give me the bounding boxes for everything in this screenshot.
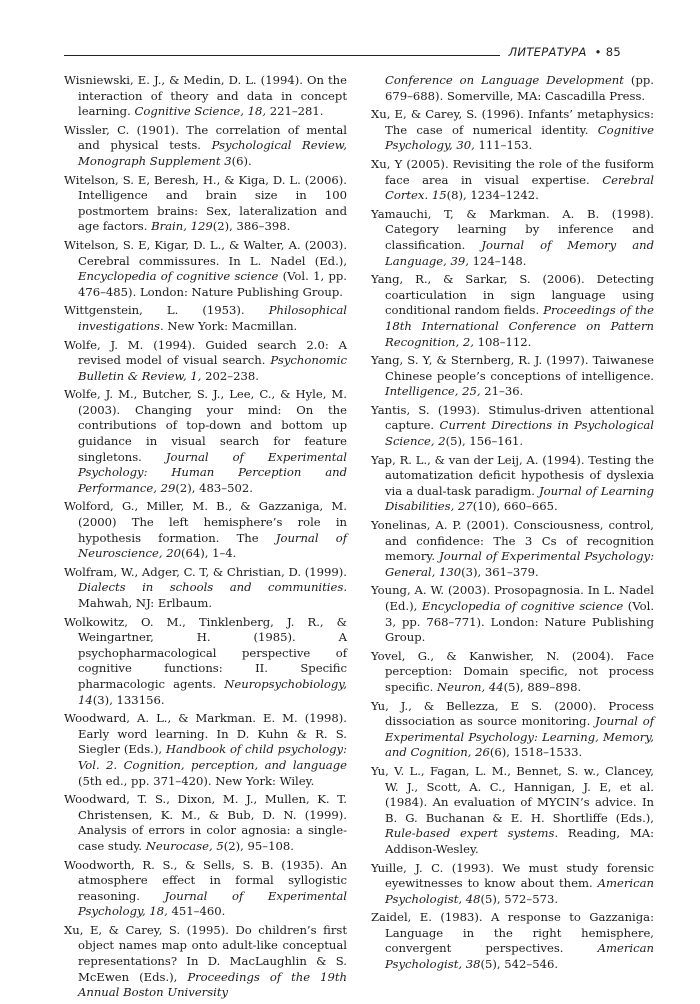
reference-source: Brain, 129 [151,219,213,234]
reference-details: (8), 1234–1242. [446,188,539,203]
reference-entry [64,73,347,120]
reference-source: Journal of Experimental Psychology: Learning, Memory, and Cognition, 26 [385,714,654,760]
reference-details: (6), 1518–1533. [489,745,583,760]
reference-entry [371,207,654,269]
reference-entry [371,272,654,350]
reference-source: American Psychologist, 38 [385,941,654,972]
reference-text: Zaidel, E. (1983). A response to Gazzaniga: Language in the right hemisphere, convergent perspectives. [371,910,654,956]
reference-entry [64,387,347,496]
reference-details: (5), 572–573. [480,891,559,906]
reference-entry [371,353,654,400]
reference-source: Encyclopedia of cognitive science [78,269,279,284]
reference-source: Neurocase, 5 [145,838,224,853]
reference-entry [371,910,654,972]
reference-text: Yu, V. L., Fagan, L. M., Bennet, S. w., Clancey, W. J., Scott, A. C., Hannigan, J. E, et al. (1984). An evaluation of MYCIN’s advice. In B. G. Buchanan & E. H. Shortliffe (Eds.), [371,763,654,825]
reference-text: Wolkowitz, O. M., Tinklenberg, J. R., & Weingartner, H. (1985). A psychopharmacological perspective of cognitive functions: II. Specific pharmacologic agents. [64,614,347,691]
reference-text: Young, A. W. (2003). Prosopagnosia. In L. Nadel (Ed.), [371,583,654,613]
reference-entry [64,238,347,300]
reference-text: Yamauchi, T, & Markman. A. B. (1998). Category learning by inference and classification. [371,206,654,252]
reference-entry [371,107,654,154]
reference-text: Woodworth, R. S., & Sells, S. B. (1935). An atmosphere effect in formal syllogistic reasoning. [64,857,347,903]
reference-entry [64,338,347,385]
reference-text: Yu, J., & Bellezza, E S. (2000). Process dissociation as source monitoring. [371,698,654,729]
reference-entry [64,858,347,920]
reference-details: (5th ed., pp. 371–420). New York: Wiley. [78,773,315,788]
reference-text: Yantis, S. (1993). Stimulus-driven attentional capture. [371,402,654,433]
reference-entry [64,792,347,854]
reference-entry [64,303,347,334]
reference-text: Woodward, T. S., Dixon, M. J., Mullen, K. T. Christensen, K. M., & Bub, D. N. (1999). Analysis of errors in color agnosia: a single-case study. [64,792,347,853]
reference-source: Neuron, 44 [437,679,504,694]
reference-details: 451–460. [167,904,226,919]
reference-text: Witelson, S. E, Beresh, H., & Kiga, D. L. (2006). Intelligence and brain size in 100 postmortem brains: Sex, lateralization and age factors. [64,172,347,234]
reference-source: Intelligence, 25, [385,384,481,399]
reference-entry [64,123,347,170]
reference-column-left [64,73,347,1004]
reference-source: Journal of Memory and Language, 39, [385,237,654,268]
reference-source: Dialects in schools and communities [78,580,344,595]
reference-text: Wolford, G., Miller, M. B., & Gazzaniga, M. (2000) The left hemisphere’s role in hypothesis formation. The [64,499,347,545]
reference-text: Xu, Y (2005). Revisiting the role of the fusiform face area in visual expertise. [371,156,654,187]
reference-text: Xu, E, & Carey, S. (1995). Do children’s first object names map onto adult-like conceptual representations? In D. MacLaughlin & S. McEwen (Eds.), [64,922,347,984]
reference-source: Psychological Review, Monograph Supplement 3 [78,138,347,168]
reference-entry [64,499,347,561]
reference-entry [64,923,347,1001]
reference-source: Journal of Neuroscience, 20 [78,530,347,561]
reference-details: (5), 156–161. [445,434,524,449]
reference-source: Journal of Experimental Psychology: Human Perception and Performance, 29 [78,449,347,495]
reference-source: Neuropsychobiology, 14 [78,676,347,707]
reference-source: Cerebral Cortex. 15 [385,172,654,203]
reference-entry [371,583,654,645]
reference-details: (64), 1–4. [180,546,237,561]
reference-details: (Vol. 1, pp. 476–485). London: Nature Publishing Group. [78,269,347,299]
reference-column-right [371,73,654,976]
reference-text: Yuille, J. C. (1993). We must study forensic eyewitnesses to know about them. [371,860,654,891]
reference-details: (2), 483–502. [175,480,253,495]
reference-entry [64,615,347,709]
reference-details: . Mahwah, NJ: Erlbaum. [78,580,347,610]
reference-entry [371,157,654,204]
reference-source: Cognitive Science, 18, [134,104,267,119]
reference-text: Yap, R. L., & van der Leij, A. (1994). Testing the automatization deficit hypothesis of dyslexia via a dual-task paradigm. [371,452,654,498]
reference-details: (Vol. 3, pp. 768–771). London: Nature Publishing Group. [385,599,654,645]
reference-text: Yang, S. Y, & Sternberg, R. J. (1997). Taiwanese Chinese people’s conceptions of intelligence. [371,353,654,383]
reference-text: Wolfe, J. M., Butcher, S. J., Lee, C., & Hyle, M. (2003). Changing your mind: On the contributions of top-down and bottom up guidance in visual search for feature singletons. [64,387,347,464]
reference-entry [371,861,654,908]
header-rule [64,55,500,56]
reference-text: Wittgenstein, L. (1953). [64,303,269,318]
reference-entry [371,649,654,696]
reference-text: Yang, R., & Sarkar, S. (2006). Detecting coarticulation in sign language using conditional random fields. [371,272,654,318]
reference-source: Current Directions in Psychological Science, 2 [385,418,654,449]
reference-source: Journal of Experimental Psychology: General, 130 [385,549,654,579]
reference-text: Wolfe, J. M. (1994). Guided search 2.0: A revised model of visual search. [64,337,347,368]
reference-details: (3), 361–379. [461,564,539,579]
reference-details: (2), 386–398. [212,219,291,234]
reference-details: . New York: Macmillan. [160,318,298,333]
reference-text: Yonelinas, A. P. (2001). Consciousness, control, and confidence: The 3 Cs of recognition memory. [371,518,654,564]
reference-source: American Psychologist, 48 [385,876,654,906]
reference-text: Xu, E, & Carey, S. (1996). Infants’ metaphysics: The case of numerical identity. [371,107,654,137]
reference-details: (3), 133156. [92,692,165,707]
reference-details: (6). [231,153,252,168]
reference-details: 124–148. [468,253,527,268]
reference-entry [64,173,347,235]
running-header [0,45,700,65]
reference-entry [371,764,654,858]
reference-source: Psychonomic Bulletin & Review, 1, [78,353,347,383]
reference-entry [371,403,654,450]
reference-source: Conference on Language Development [385,73,624,87]
reference-details: 111–153. [474,138,533,153]
reference-source: Journal of Learning Disabilities, 27 [385,483,654,514]
reference-entry [371,699,654,761]
reference-source: Proceedings of the 18th International Conference on Pattern Recognition, 2, [385,303,654,349]
section-title: ЛИТЕРАТУРА [508,45,587,59]
reference-details: 221–281. [266,104,324,119]
reference-details: . Reading, MA: Addison-Wesley. [385,826,654,856]
reference-details: (pp. 679–688). Somerville, MA: Cascadilla Press. [385,73,654,103]
reference-entry-continuation [371,73,654,104]
reference-source: Journal of Experimental Psychology, 18, [78,888,347,919]
reference-source: Rule-based expert systems [385,826,555,841]
reference-source: Encyclopedia of cognitive science [421,599,624,613]
reference-text: Woodward, A. L., & Markman. E. M. (1998). Early word learning. In D. Kuhn & R. S. Siegler (Eds.), [64,711,347,757]
reference-source: Proceedings of the 19th Annual Boston University [78,969,347,1000]
reference-details: 108–112. [473,334,532,349]
reference-source: Philosophical investigations [78,303,347,333]
header-text [508,45,621,59]
reference-details: (5), 542–546. [480,957,559,972]
reference-entry [371,518,654,580]
reference-details: 21–36. [480,384,524,399]
page-number: 85 [605,45,621,59]
reference-text: Wolfram, W., Adger, C. T, & Christian, D. (1999). [64,564,347,579]
reference-text: Wisniewski, E. J., & Medin, D. L. (1994). On the interaction of theory and data in concept learning. [64,73,347,119]
bullet-separator: • [594,45,602,59]
reference-details: 202–238. [201,368,259,383]
reference-text: Yovel, G., & Kanwisher, N. (2004). Face perception: Domain specific, not process specific. [371,648,654,694]
reference-details: (10), 660–665. [472,499,558,514]
reference-entry [371,453,654,515]
reference-text: Wissler, C. (1901). The correlation of mental and physical tests. [64,122,347,153]
reference-text: Witelson, S. E, Kigar, D. L., & Walter, A. (2003). Cerebral commissures. In L. Nadel (Ed.), [64,237,347,268]
reference-source: Cognitive Psychology, 30, [385,122,654,153]
reference-details: (2), 95–108. [223,838,294,853]
reference-entry [64,565,347,612]
reference-entry [64,711,347,789]
reference-source: Handbook of child psychology: Vol. 2. Cognition, perception, and language [78,742,348,772]
reference-details: (5), 889–898. [503,679,582,694]
